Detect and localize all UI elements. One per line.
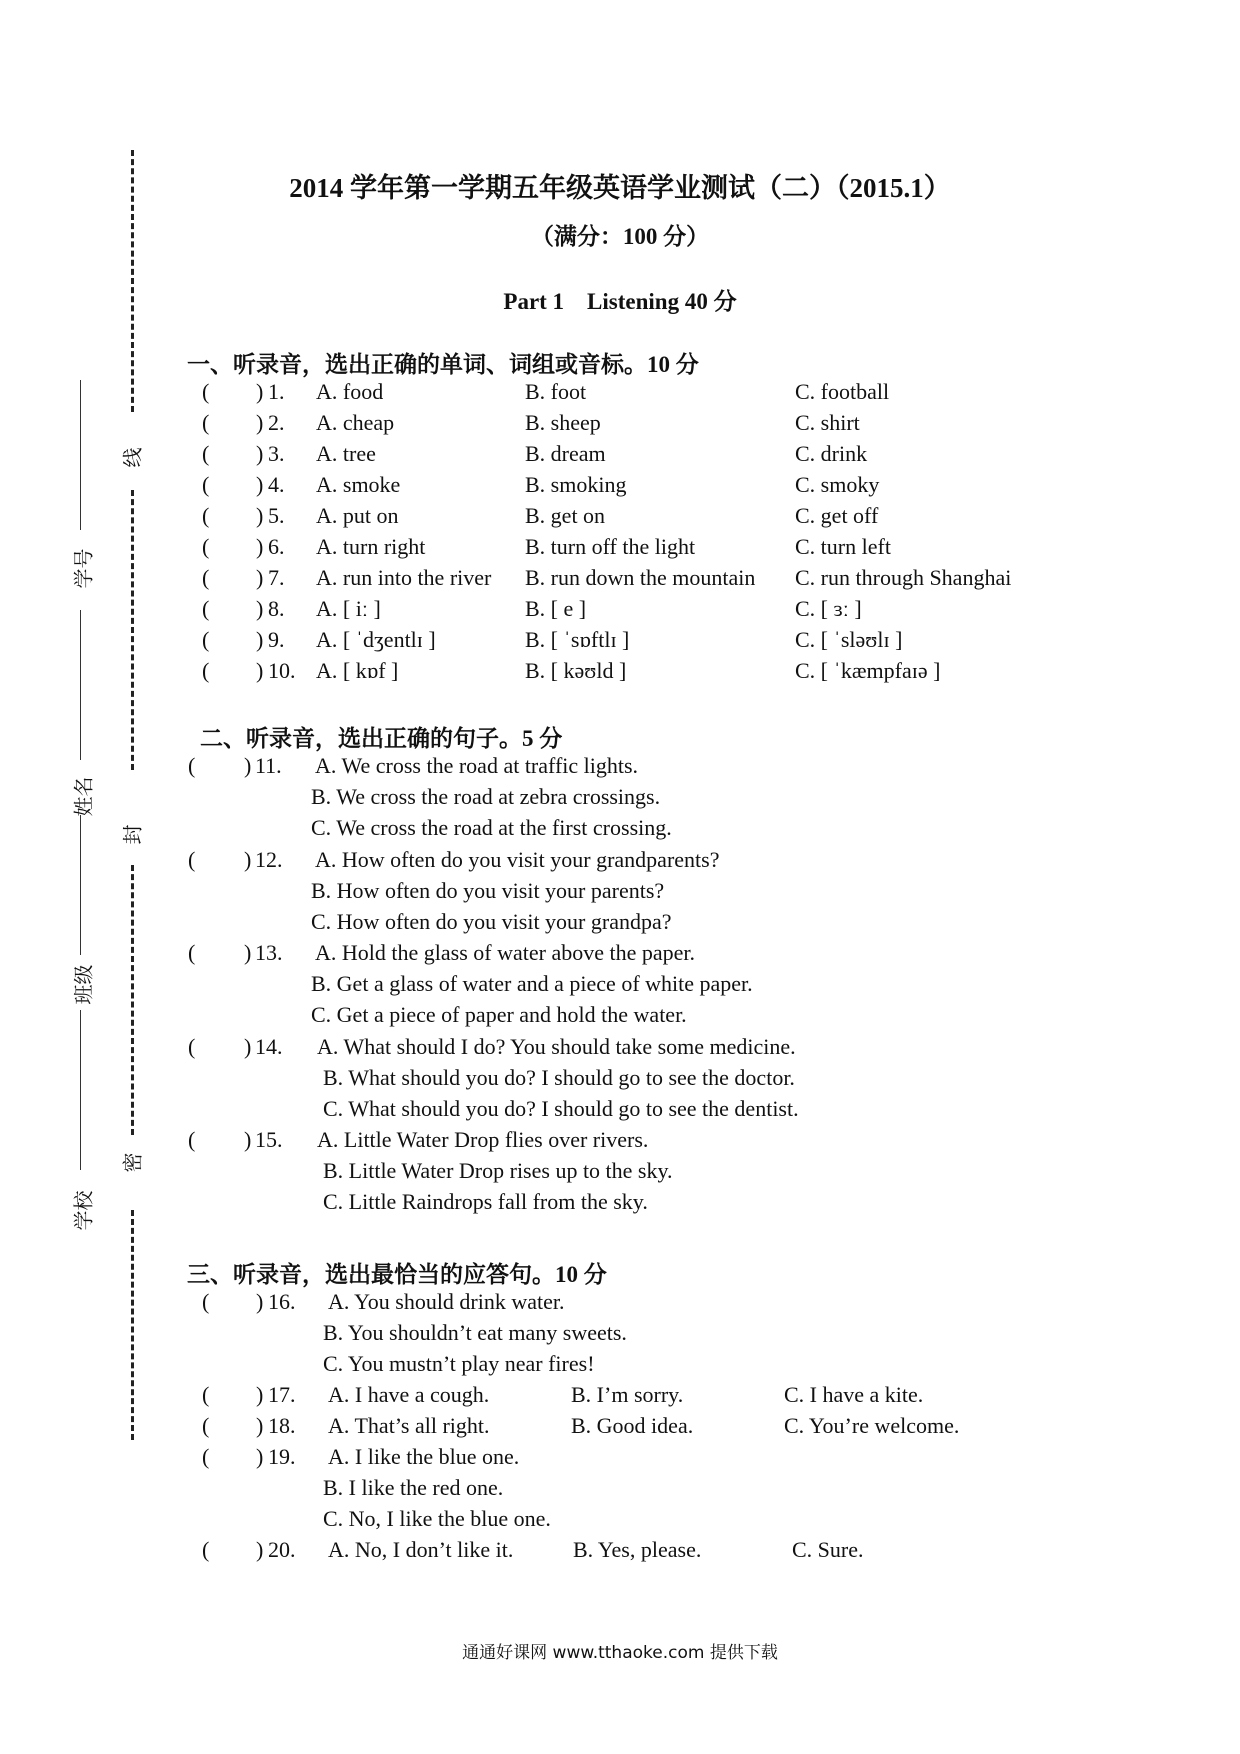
answer-paren-close: ) [256,565,264,590]
answer-paren-open: ( [202,1289,210,1314]
question-row [0,438,1240,469]
option-b: B. Little Water Drop rises up to the sky. [323,1158,673,1183]
question-row [0,376,1240,407]
option-row [0,1472,1240,1503]
answer-paren-open: ( [188,846,196,872]
option-a: A. put on [316,503,399,528]
section3-heading: 三、听录音，选出最恰当的应答句。10 分 [187,1262,607,1287]
seal-char-feng: 封 [120,824,145,845]
option-c: C. [ ˈkæmpfaɪə ] [795,658,941,683]
option-c: C. [ ˈsləʊlɪ ] [795,627,903,652]
question-number: 11. [255,753,282,778]
question-row [0,407,1240,438]
question-number: 10. [268,658,296,683]
option-b: B. Get a glass of water and a piece of white paper. [311,971,753,996]
option-a: A. You should drink water. [328,1289,565,1314]
option-c: C. get off [795,503,879,528]
option-row [0,1093,1240,1124]
answer-paren-open: ( [188,1127,196,1152]
answer-paren-close: ) [256,1444,264,1469]
option-b: B. [ kəʊld ] [525,658,627,683]
question-number: 18. [268,1413,296,1438]
option-c: C. football [795,379,890,404]
answer-paren-close: ) [256,534,264,559]
option-c: C. How often do you visit your grandpa? [311,908,672,934]
option-a: A. I like the blue one. [328,1444,520,1469]
question-number: 9. [268,627,285,652]
answer-paren-close: ) [256,1382,264,1407]
question-row [0,1441,1240,1472]
question-row [0,531,1240,562]
option-a: A. We cross the road at traffic lights. [315,753,639,778]
answer-paren-close: ) [256,1289,264,1314]
exam-title: 2014 学年第一学期五年级英语学业测试（二）（2015.1） [289,173,951,203]
option-a: A. food [316,379,384,404]
answer-paren-close: ) [256,1537,264,1562]
answer-paren-open: ( [202,379,210,404]
answer-paren-close: ) [256,410,264,435]
question-row [0,562,1240,593]
question-number: 12. [255,846,283,872]
section2-heading: 二、听录音，选出正确的句子。5 分 [200,726,563,751]
part-heading: Part 1 Listening 40 分 [503,289,737,314]
option-a: A. [ kɒf ] [316,658,399,683]
question-row [0,1124,1240,1155]
option-row [0,1152,1240,1186]
option-c: C. We cross the road at the first crossing. [311,815,672,840]
option-a: A. I have a cough. [328,1382,490,1407]
option-row [0,968,1240,999]
option-c: C. No, I like the blue one. [323,1506,551,1531]
option-row [0,875,1240,906]
question-row [0,750,1240,781]
answer-paren-open: ( [202,658,210,683]
option-b: B. We cross the road at zebra crossings. [311,784,661,809]
question-row [0,1286,1240,1317]
question-number: 8. [268,596,285,621]
question-number: 5. [268,503,285,528]
field-label-class: 班级 [71,964,96,1005]
answer-paren-open: ( [202,627,210,652]
option-c: C. Sure. [792,1537,864,1562]
answer-paren-close: ) [244,940,252,965]
field-label-school: 学校 [71,1190,96,1231]
option-b: B. Good idea. [571,1413,694,1438]
answer-paren-open: ( [202,1537,210,1562]
answer-paren-close: ) [256,658,264,683]
option-b: B. smoking [525,472,627,497]
question-number: 2. [268,410,285,435]
question-row [0,844,1240,875]
answer-paren-close: ) [256,379,264,404]
question-row [0,937,1240,968]
answer-paren-close: ) [256,596,264,621]
option-a: A. What should I do? You should take some medicine. [317,1033,796,1059]
option-a: A. That’s all right. [328,1413,490,1438]
option-c: C. [ ɜː ] [795,596,862,621]
option-c: C. You mustn’t play near fires! [323,1351,595,1376]
seal-char-mi: 密 [120,1152,145,1173]
question-number: 19. [268,1444,296,1469]
option-b: B. dream [525,441,606,466]
option-row [0,906,1240,937]
option-a: A. [ ˈdʒentlɪ ] [316,627,436,652]
answer-paren-close: ) [244,1033,252,1059]
option-row [0,999,1240,1030]
option-b: B. I’m sorry. [571,1382,684,1407]
option-b: B. foot [525,379,587,404]
option-row [0,1503,1240,1534]
answer-paren-open: ( [202,472,210,497]
option-b: B. turn off the light [525,534,696,559]
option-b: B. How often do you visit your parents? [311,877,665,903]
answer-paren-open: ( [202,441,210,466]
option-a: A. [ iː ] [316,596,381,621]
answer-paren-open: ( [202,503,210,528]
option-a: A. turn right [316,534,426,559]
option-c: C. smoky [795,472,880,497]
seal-char-xian: 线 [120,447,145,468]
answer-paren-open: ( [202,410,210,435]
option-b: B. get on [525,503,606,528]
question-row [0,593,1240,624]
question-row [0,469,1240,500]
option-c: C. You’re welcome. [784,1413,960,1438]
section1-heading: 一、听录音，选出正确的单词、词组或音标。10 分 [187,352,699,377]
option-row [0,812,1240,843]
question-row [0,1534,1240,1565]
question-number: 17. [268,1382,296,1407]
option-c: C. turn left [795,534,891,559]
option-c: C. Little Raindrops fall from the sky. [323,1189,648,1214]
question-number: 7. [268,565,285,590]
question-row [0,655,1240,686]
option-a: A. How often do you visit your grandparents? [315,846,720,872]
option-b: B. You shouldn’t eat many sweets. [323,1320,627,1345]
answer-paren-open: ( [188,940,196,965]
question-row [0,1379,1240,1410]
question-row [0,500,1240,531]
answer-paren-open: ( [202,1413,210,1438]
answer-paren-open: ( [202,1444,210,1469]
option-c: C. shirt [795,410,860,435]
footer-source: 通通好课网 www.tthaoke.com 提供下载 [462,1643,778,1663]
option-row [0,1317,1240,1348]
option-c: C. I have a kite. [784,1382,924,1407]
option-b: B. What should you do? I should go to see the doctor. [323,1064,795,1090]
option-a: A. No, I don’t like it. [328,1537,514,1562]
option-a: A. run into the river [316,565,492,590]
exam-full-score: （满分：100 分） [530,224,710,249]
question-number: 16. [268,1289,296,1314]
question-row [0,1410,1240,1441]
option-a: A. Hold the glass of water above the paper. [315,940,695,965]
option-row [0,1062,1240,1093]
question-number: 13. [255,940,283,965]
question-number: 3. [268,441,285,466]
question-number: 6. [268,534,285,559]
answer-paren-open: ( [188,753,196,778]
answer-paren-open: ( [202,596,210,621]
option-row [0,781,1240,812]
option-b: B. sheep [525,410,601,435]
answer-paren-open: ( [202,565,210,590]
field-label-name: 姓名 [71,776,96,817]
question-number: 1. [268,379,285,404]
option-b: B. [ ˈsɒftlɪ ] [525,627,630,652]
option-a: A. tree [316,441,376,466]
question-row [0,624,1240,655]
option-row [0,1186,1240,1217]
option-a: A. Little Water Drop flies over rivers. [317,1127,649,1152]
option-c: C. drink [795,441,868,466]
field-label-student-id: 学号 [71,548,96,589]
answer-paren-open: ( [188,1033,196,1059]
option-b: B. [ e ] [525,596,587,621]
answer-paren-close: ) [256,441,264,466]
answer-paren-close: ) [244,1127,252,1152]
answer-paren-close: ) [244,753,252,778]
option-b: B. I like the red one. [323,1475,504,1500]
option-row [0,1348,1240,1379]
answer-paren-close: ) [256,627,264,652]
answer-paren-close: ) [256,472,264,497]
option-c: C. Get a piece of paper and hold the water. [311,1002,687,1027]
answer-paren-open: ( [202,534,210,559]
question-number: 20. [268,1537,296,1562]
answer-paren-close: ) [244,846,252,872]
question-row [0,1031,1240,1062]
option-c: C. What should you do? I should go to see the dentist. [323,1095,799,1121]
question-number: 15. [255,1127,283,1152]
option-b: B. run down the mountain [525,565,756,590]
answer-paren-open: ( [202,1382,210,1407]
question-number: 14. [255,1033,283,1059]
question-number: 4. [268,472,285,497]
answer-paren-close: ) [256,503,264,528]
option-b: B. Yes, please. [573,1537,702,1562]
option-a: A. cheap [316,410,395,435]
option-a: A. smoke [316,472,401,497]
answer-paren-close: ) [256,1413,264,1438]
option-c: C. run through Shanghai [795,565,1012,590]
